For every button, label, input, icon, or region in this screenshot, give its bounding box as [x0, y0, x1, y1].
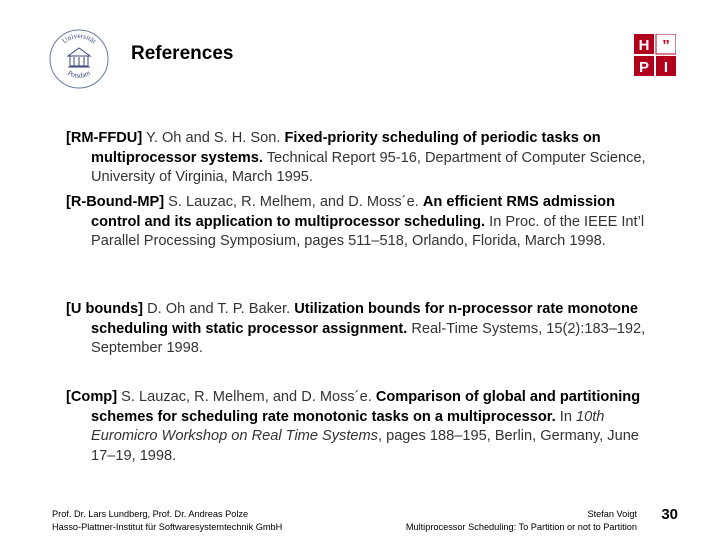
- footer-presenter: Stefan Voigt: [587, 509, 637, 519]
- slide-title: References: [131, 43, 234, 64]
- reference-tag: [U bounds]: [66, 301, 144, 317]
- reference-venue: In Proc. of the IEEE Int’l Parallel Processing Symposium, pages 511–518, Orlando, Florida, March 1998.: [91, 213, 645, 250]
- reference-title: Utilization bounds for n-processor rate monotone scheduling with static processor assignment.: [91, 301, 638, 337]
- reference-venue: Technical Report 95-16, Department of Computer Science, University of Virginia, March 1995.: [91, 149, 646, 186]
- reference-item: [66, 300, 666, 359]
- university-seal-icon: [48, 28, 110, 90]
- footer-talk-title: Multiprocessor Scheduling: To Partition or not to Partition: [405, 521, 637, 532]
- hpi-quote-mark: ”: [662, 37, 670, 54]
- hpi-letter-p: P: [638, 59, 650, 76]
- reference-item: [66, 129, 666, 188]
- reference-item: [66, 388, 666, 466]
- reference-venue: Real-Time Systems, 15(2):183–192, September 1998.: [91, 320, 646, 357]
- hpi-letter-i: I: [663, 59, 669, 76]
- footer-authors: Prof. Dr. Lars Lundberg, Prof. Dr. Andreas Polze: [52, 509, 249, 519]
- reference-authors: D. Oh and T. P. Baker.: [147, 301, 291, 317]
- reference-tag: [Comp]: [66, 389, 118, 405]
- reference-item: [66, 193, 666, 252]
- reference-authors: S. Lauzac, R. Melhem, and D. Moss´e.: [121, 389, 372, 405]
- reference-venue-italic: 10th Euromicro Workshop on Real Time Systems: [91, 408, 605, 445]
- page-number: 30: [661, 506, 678, 523]
- reference-tag: [RM-FFDU]: [66, 130, 143, 146]
- reference-title: An efficient RMS admission control and its application to multiprocessor scheduling.: [91, 194, 616, 230]
- reference-venue-prefix: In: [559, 408, 572, 425]
- reference-venue-suffix: , pages 188–195, Berlin, Germany, June 17–19, 1998.: [91, 428, 639, 464]
- seal-text-top: Universität: [60, 31, 98, 46]
- svg-text:Potsdam: [66, 69, 92, 80]
- reference-tag: [R-Bound-MP]: [66, 194, 165, 210]
- seal-text-bottom: Potsdam: [66, 68, 92, 80]
- footer-right: [406, 508, 637, 533]
- reference-authors: Y. Oh and S. H. Son.: [145, 130, 281, 146]
- hpi-letter-h: H: [638, 37, 650, 54]
- reference-title: Fixed-priority scheduling of periodic tasks on multiprocessor systems.: [91, 130, 601, 166]
- hpi-logo-icon: [634, 34, 676, 76]
- reference-title: Comparison of global and partitioning schemes for scheduling rate monotonic tasks on a multiprocessor.: [91, 389, 641, 425]
- svg-text:Universität: [61, 32, 98, 45]
- footer-left: [52, 508, 282, 533]
- reference-authors: S. Lauzac, R. Melhem, and D. Moss´e.: [168, 194, 419, 210]
- footer-institute: Hasso-Plattner-Institut für Softwaresystemtechnik GmbH: [52, 521, 283, 532]
